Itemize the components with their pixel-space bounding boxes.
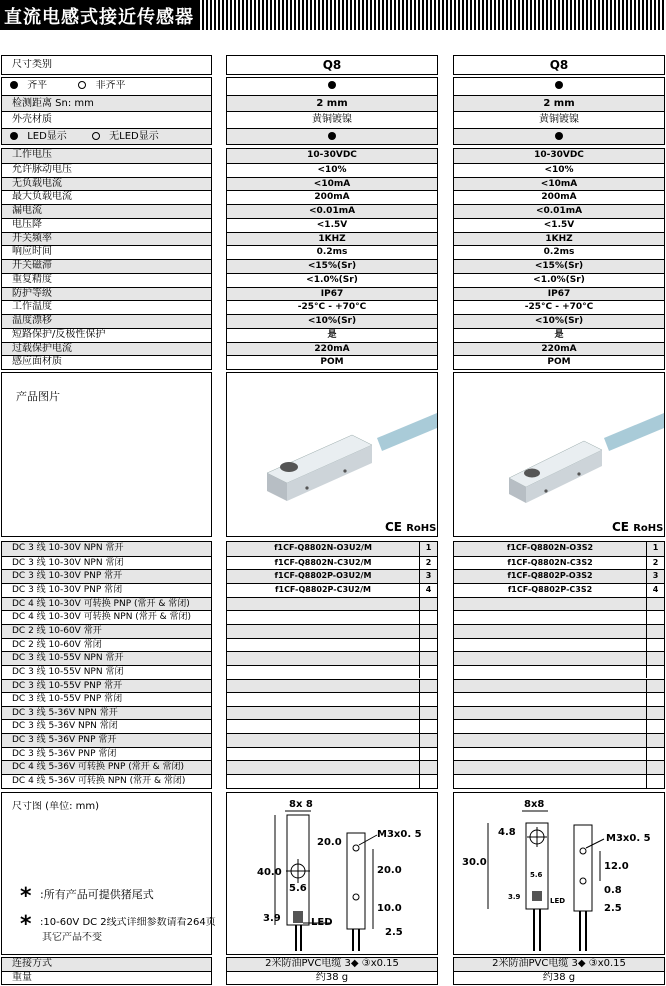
model-type-label: DC 2 线 10-60V 常闭 [2, 638, 211, 652]
model-number [227, 774, 419, 788]
model-number: f1CF-Q8802P-C3U2/M [227, 583, 419, 597]
dimension-drawing-2 [453, 792, 665, 955]
spec-value: <0.01mA [454, 204, 664, 218]
dimension-label-box [1, 792, 216, 955]
model-type-label: DC 3 线 5-36V NPN 常开 [2, 706, 211, 720]
spec-value: <1.5V [454, 218, 664, 232]
cable-1 [377, 413, 437, 451]
model-type-label: DC 4 线 5-36V 可转换 PNP (常开 & 常闭) [2, 760, 211, 774]
led-col1 [227, 128, 437, 144]
specs-label-block [1, 148, 212, 370]
model-number [454, 774, 646, 788]
mount-col2 [454, 80, 664, 92]
spec-value: 200mA [227, 190, 437, 204]
model-index [419, 733, 437, 747]
mount-col2-bullet-icon [555, 81, 563, 89]
model-number [454, 719, 646, 733]
led-off-label: 无LED显示 [109, 131, 159, 142]
model-number [454, 679, 646, 693]
specs-col2-block [453, 148, 665, 370]
led-on-label: LED显示 [27, 131, 67, 142]
d1-dia: 5.6 [289, 883, 307, 894]
model-index [419, 665, 437, 679]
size-col2: Q8 [549, 59, 569, 71]
spec-label: 短路保护/反极性保护 [2, 328, 211, 342]
model-index [419, 747, 437, 761]
model-index: 3 [646, 569, 664, 583]
model-index [646, 638, 664, 652]
model-index: 2 [646, 556, 664, 570]
nonflush-label: 非齐平 [95, 80, 126, 91]
spec-value: 220mA [227, 342, 437, 356]
basic-col2-block [453, 77, 665, 145]
d2-h: 12.0 [604, 861, 629, 872]
flush-bullet-icon [10, 81, 18, 89]
ce-mark-1: CE RoHS [385, 520, 437, 534]
model-number [454, 760, 646, 774]
spec-label: 防护等级 [2, 287, 211, 301]
model-index [419, 774, 437, 788]
weight-label: 重量 [2, 971, 211, 984]
dimension-svg-1 [227, 793, 437, 954]
model-type-label: DC 4 线 5-36V 可转换 NPN (常开 & 常闭) [2, 774, 211, 788]
size-col1-box [226, 55, 438, 75]
spec-value: <10%(Sr) [454, 314, 664, 328]
housing-label: 外壳材质 [2, 111, 211, 128]
spec-value: <10%(Sr) [227, 314, 437, 328]
spec-label: 工作电压 [2, 149, 211, 163]
mount-row [10, 80, 210, 92]
model-index: 4 [419, 583, 437, 597]
model-number: f1CF-Q8802P-O3S2 [454, 569, 646, 583]
spec-value: <1.0%(Sr) [227, 273, 437, 287]
model-type-label: DC 4 线 10-30V 可转换 NPN (常开 & 常闭) [2, 610, 211, 624]
d1-base: 3.9 [263, 913, 281, 924]
d2-base: 3.9 [508, 893, 521, 901]
model-index [419, 760, 437, 774]
distance-col2: 2 mm [454, 95, 664, 111]
model-index [646, 597, 664, 611]
model-index [646, 679, 664, 693]
led-bullet-icon [10, 132, 18, 140]
d1-h: 20.0 [377, 865, 402, 876]
model-number [227, 610, 419, 624]
product-image-1 [227, 373, 437, 536]
basic-col1-block [226, 77, 438, 145]
spec-value: IP67 [454, 287, 664, 301]
model-index [646, 747, 664, 761]
model-type-label: DC 3 线 10-55V PNP 常开 [2, 679, 211, 693]
model-type-label: DC 3 线 5-36V PNP 常开 [2, 733, 211, 747]
model-number: f1CF-Q8802P-C3S2 [454, 583, 646, 597]
model-index [646, 692, 664, 706]
led-col2 [454, 128, 664, 144]
model-number: f1CF-Q8802N-C3U2/M [227, 556, 419, 570]
size-col1: Q8 [322, 59, 342, 71]
model-index: 1 [646, 542, 664, 556]
model-type-label: DC 2 线 10-60V 常开 [2, 624, 211, 638]
led-col2-bullet-icon [555, 132, 563, 140]
asterisk-icon: * [20, 885, 32, 909]
spec-label: 感应面材质 [2, 355, 211, 369]
model-index [646, 719, 664, 733]
footer-label-block [1, 957, 212, 985]
housing-col1: 黄铜镀镍 [227, 111, 437, 128]
product-image-box-1 [226, 372, 438, 537]
asterisk-icon-2: * [20, 913, 32, 937]
page-title: 直流电感式接近传感器 [4, 7, 194, 28]
model-index [646, 733, 664, 747]
spec-value: IP67 [227, 287, 437, 301]
model-index [646, 651, 664, 665]
spec-value: 10-30VDC [227, 149, 437, 163]
mount-col1-bullet-icon [328, 81, 336, 89]
note-2b: 其它产品不变 [42, 932, 102, 943]
product-image-2 [454, 373, 664, 536]
model-index [646, 665, 664, 679]
led-col1-bullet-icon [328, 132, 336, 140]
d2-h2: 0.8 [604, 885, 622, 896]
model-type-label: DC 3 线 10-55V NPN 常闭 [2, 665, 211, 679]
d2-top: 4.8 [498, 827, 516, 838]
model-index [646, 774, 664, 788]
model-number: f1CF-Q8802N-O3U2/M [227, 542, 419, 556]
d2-size: 8x8 [524, 799, 545, 810]
d1-led: LED [311, 917, 333, 928]
models-col2-block [453, 541, 665, 789]
model-number [454, 747, 646, 761]
footer-col1-block [226, 957, 438, 985]
model-number [454, 692, 646, 706]
model-number [454, 665, 646, 679]
spec-value: <10% [454, 163, 664, 177]
model-number [227, 651, 419, 665]
distance-label: 检测距离 Sn: mm [2, 95, 211, 111]
model-index [419, 651, 437, 665]
model-number: f1CF-Q8802N-C3S2 [454, 556, 646, 570]
mount-col1 [227, 80, 437, 92]
d1-h2: 10.0 [377, 903, 402, 914]
model-index [419, 679, 437, 693]
sensor-face-1 [280, 462, 298, 472]
note-1: :所有产品可提供猪尾式 [40, 889, 154, 901]
models-label-block [1, 541, 212, 789]
basic-label-block [1, 77, 212, 145]
spec-value: 0.2ms [454, 245, 664, 259]
size-col2-box [453, 55, 665, 75]
model-type-label: DC 3 线 10-55V NPN 常开 [2, 651, 211, 665]
model-type-label: DC 3 线 5-36V NPN 常闭 [2, 719, 211, 733]
model-number [454, 610, 646, 624]
weight-col1: 约38 g [227, 971, 437, 984]
title-bar [0, 0, 666, 30]
spec-label: 允许脉动电压 [2, 163, 211, 177]
model-number [454, 706, 646, 720]
spec-label: 响应时间 [2, 245, 211, 259]
model-index [419, 610, 437, 624]
spec-value: 是 [454, 328, 664, 342]
spec-label: 开关频率 [2, 232, 211, 246]
spec-value: 10-30VDC [454, 149, 664, 163]
model-type-label: DC 3 线 10-30V NPN 常开 [2, 542, 211, 556]
dimension-drawing-1 [226, 792, 438, 955]
product-label-box [1, 372, 212, 537]
model-number [227, 679, 419, 693]
model-index [419, 597, 437, 611]
model-number [227, 733, 419, 747]
size-label: 尺寸类别 [12, 59, 52, 70]
dimension-svg-2 [454, 793, 664, 954]
spec-value: <1.0%(Sr) [454, 273, 664, 287]
d2-body-side [574, 825, 592, 911]
spec-label: 工作温度 [2, 300, 211, 314]
model-type-label: DC 3 线 10-30V PNP 常开 [2, 569, 211, 583]
size-label-box [1, 55, 212, 75]
model-index [646, 760, 664, 774]
model-number [227, 760, 419, 774]
spec-value: -25°C - +70°C [227, 300, 437, 314]
spec-value: -25°C - +70°C [454, 300, 664, 314]
spec-value: POM [227, 355, 437, 369]
spec-value: 0.2ms [227, 245, 437, 259]
model-number [454, 597, 646, 611]
weight-col2: 约38 g [454, 971, 664, 984]
model-number [227, 706, 419, 720]
model-type-label: DC 4 线 10-30V 可转换 PNP (常开 & 常闭) [2, 597, 211, 611]
model-index [646, 706, 664, 720]
housing-col2: 黄铜镀镍 [454, 111, 664, 128]
footer-col2-block [453, 957, 665, 985]
model-type-label: DC 3 线 5-36V PNP 常闭 [2, 747, 211, 761]
ce-mark-2: CE RoHS [612, 520, 664, 534]
d2-w: 2.5 [604, 903, 622, 914]
model-number [227, 597, 419, 611]
model-index: 2 [419, 556, 437, 570]
dimension-label: 尺寸图 (单位: mm) [12, 801, 100, 812]
spec-value: <15%(Sr) [454, 259, 664, 273]
d1-thread: M3x0. 5 [377, 829, 422, 840]
model-index: 3 [419, 569, 437, 583]
distance-col1: 2 mm [227, 95, 437, 111]
spec-label: 过载保护电流 [2, 342, 211, 356]
model-type-label: DC 3 线 10-30V PNP 常闭 [2, 583, 211, 597]
spec-label: 开关磁滞 [2, 259, 211, 273]
spec-label: 电压降 [2, 218, 211, 232]
connection-col1: 2米防油PVC电缆 3◆ ③x0.15 [227, 958, 437, 971]
d2-len: 30.0 [462, 857, 487, 868]
model-index [419, 706, 437, 720]
spec-value: 1KHZ [454, 232, 664, 246]
sensor-face-2 [524, 469, 540, 478]
spec-value: <10mA [454, 177, 664, 191]
connection-label: 连接方式 [2, 958, 211, 971]
d2-dia: 5.6 [530, 871, 543, 879]
spec-label: 无负载电流 [2, 177, 211, 191]
model-number [454, 733, 646, 747]
model-number: f1CF-Q8802P-O3U2/M [227, 569, 419, 583]
model-number [227, 692, 419, 706]
model-number [454, 638, 646, 652]
spec-value: 是 [227, 328, 437, 342]
connection-col2: 2米防油PVC电缆 3◆ ③x0.15 [454, 958, 664, 971]
spec-value: <15%(Sr) [227, 259, 437, 273]
led-row [2, 128, 211, 144]
spec-label: 温度漂移 [2, 314, 211, 328]
model-index: 4 [646, 583, 664, 597]
cable-2 [604, 413, 664, 451]
spec-value: <1.5V [227, 218, 437, 232]
model-number [454, 624, 646, 638]
spec-label: 漏电流 [2, 204, 211, 218]
model-index [419, 692, 437, 706]
nonflush-ring-icon [78, 81, 86, 89]
d1-size: 8x 8 [289, 799, 313, 810]
model-number [227, 638, 419, 652]
title-stripes [198, 0, 666, 30]
d1-w: 2.5 [385, 927, 403, 938]
d1-body-side [347, 833, 365, 929]
model-index [419, 624, 437, 638]
model-index [419, 638, 437, 652]
model-type-label: DC 3 线 10-30V NPN 常闭 [2, 556, 211, 570]
model-number [227, 624, 419, 638]
d1-len: 40.0 [257, 867, 282, 878]
spec-value: <10% [227, 163, 437, 177]
model-index [419, 719, 437, 733]
model-index [646, 624, 664, 638]
spec-value: POM [454, 355, 664, 369]
note-2a: :10-60V DC 2线式详细参数请看264页 [40, 917, 216, 928]
spec-value: <0.01mA [227, 204, 437, 218]
spec-label: 最大负载电流 [2, 190, 211, 204]
product-image-label: 产品图片 [16, 391, 60, 403]
spec-value: <10mA [227, 177, 437, 191]
flush-label: 齐平 [27, 80, 48, 91]
model-number [227, 719, 419, 733]
d2-led: LED [550, 897, 566, 905]
models-col1-block [226, 541, 438, 789]
model-number [227, 665, 419, 679]
spec-value: 220mA [454, 342, 664, 356]
spec-value: 200mA [454, 190, 664, 204]
d1-off: 20.0 [317, 837, 342, 848]
model-number: f1CF-Q8802N-O3S2 [454, 542, 646, 556]
d2-thread: M3x0. 5 [606, 833, 651, 844]
led-off-ring-icon [92, 132, 100, 140]
model-index [646, 610, 664, 624]
model-index: 1 [419, 542, 437, 556]
product-image-box-2 [453, 372, 665, 537]
spec-label: 重复精度 [2, 273, 211, 287]
spec-value: 1KHZ [227, 232, 437, 246]
model-number [227, 747, 419, 761]
model-number [454, 651, 646, 665]
model-type-label: DC 3 线 10-55V PNP 常闭 [2, 692, 211, 706]
specs-col1-block [226, 148, 438, 370]
